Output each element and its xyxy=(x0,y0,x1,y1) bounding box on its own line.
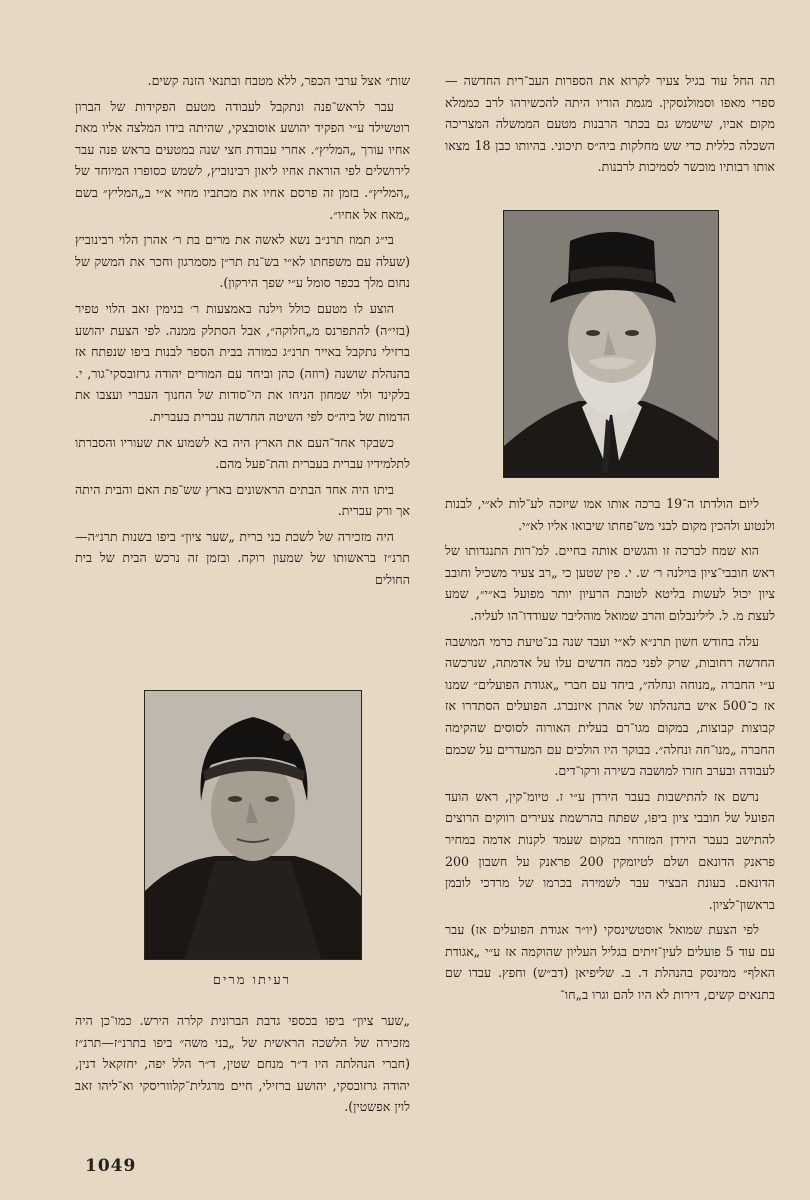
page-number: 1049 xyxy=(85,1156,137,1176)
left-column-top-text xyxy=(75,70,410,591)
paragraph: „שער ציון״ ביפו בכספי גדבת הברונית קלרה הירש. כמו־כן היה מזכירה של הלשכה הראשית של „בני משה״ ביפו בתרנ״ז—תרנ״ז (חברי הנהלתה היו ד״ר מנחם שטין, ד״ר הלל יפה, יחזקאל דנין, יהודה גרזובסקי, יהושע ברזילי, חיים מרגלית־קלווריסקי וא־ליהו זאב לוין אפשטין). xyxy=(75,1013,410,1115)
paragraph: ביתו היה אחד הבתים הראשונים בארץ שש־פת האם והבית היתה אך ורק עברית. xyxy=(75,481,410,519)
paragraph: ליום הולדתו ה־19 ברכה אותו אמו שיזכה לע־לות לא״י, לבנות ולנטוע ולהכין מקום לבני מש־פחתו שיבואו אליו לא״י. xyxy=(445,496,775,533)
paragraph: לפי הצעת שמואל אוסטשינסקי (יו״ר אגודת הפועלים אז) עבר עם עוד 5 פועלים לעין־זיתים בגליל העליון שהוקמה אז ע״י „אגודת האלף״ ממינסק בהנהלת ד. ב. שליפיאן (דב״ש) וחפץ. עבדו שם בתנאים קשים, דירות לא היו להם וגרו ב„חו־ xyxy=(445,922,775,1003)
photo-caption: רעיתו מרים xyxy=(212,973,292,988)
paragraph: עבר לראש־פנה ונתקבל לעבודה מטעם הפקידות של הברון רוטשילד ע״י הפקיד יהושע אוסובצקי, שהיתה בידו המלצה אליו מאת אחיו עורך „המליץ״. אחרי עבודת חצי שנה במטעים בראש פנה עבר לירושלים לפי הוראת אחיו ליאון רבינוביץ, לשמש כסופרו המיוחד של „המליץ״. בזמן זה פרסם אחיו את מכתביו מחיי א״י ב„המליץ״ בשם „מאח אל אחיו״. xyxy=(75,98,410,222)
paragraph: עלה בחודש חשון תרנ״א לא״י ועבד שנה בנ־טיעת כרמי המושבה החדשה רחובות, שרק לפני כמה חדשים עלו על אדמתה, שנרכשה ע״י החברה „מנוחה ונחלה״, ביחד עם חברי „אגודת הפועלים״ שמנו אז כ־500 איש בהנהלתו של אהרן איזנברג. הפועלים הסתדרו אז קבוצות קבוצות, במקום מגו־רם בעלית האורוה לסוסים שהקימה החברה „מנו־חה ונחלה״. בבוקר היו הולכים עם המעדרים על שכמם לעבודה ובערב חזרו למושבה בשירה ורקו־דים. xyxy=(445,633,775,779)
right-column-bottom-text xyxy=(445,493,775,1006)
portrait-woman-photo xyxy=(144,690,362,960)
paragraph: תה החל עוד בגיל צעיר לקרוא את הספרות העב־רית החדשה — ספרי מאפו וסמולנסקין. מגמת הוריו היתה להכשירהו לרב כממלא מקום אביו, שישמש גם בכתר הרבנות מטעם הממשלה המצריכה השכלה כללית כדי שש מחלקות ביה״ס תיכוני. בהיותו כבן 18 מצאו אותו רבותיו מוכשר לסמיכות לרבנות. xyxy=(445,73,775,175)
portrait-man-image xyxy=(504,211,718,477)
paragraph: הוצע לו מטעם כולל וילנה באמצעות ר׳ בנימין זאב הלוי טפיר (בזי״ה) להתפרנס מ„חלוקה״, אבל הסתלק ממנה. לפי הצעת יהושע ברזילי נתקבל באייר תרנ״ג כמורה בבית הספר לבנות ביפו שנפתח אז בהנהלת שושנה (רוזה) כהן וביחד עם המורים יהודה גרזובסקי־גור, י. בלקינד ולוי שמחון הניחו את הי־סודות של החנוך העברי ועצבו את הדמות של ביה״ס לפי השיטה החדשה עברית בעברית. xyxy=(75,300,410,424)
paragraph: בי״ג תמוז תרנ״ב נשא לאשה את מרים בת ר׳ אהרן הלוי רבינוביץ (שעלה עם משפחתו לא״י בש־נת תר״ן מסמרגון וחכר את המשק של נחום מלך בכפר סומל ע״י שפך הירקון). xyxy=(75,232,410,291)
paragraph: כשבקר אחד־העם את הארץ היה בא לשמוע את שעוריו והסברתו לתלמידיו עברית בעברית והת־פעל מהם. xyxy=(75,434,410,472)
portrait-woman-image xyxy=(145,691,361,959)
paragraph: שות״ אצל ערבי הכפר, ללא מטבח ובתנאי הזנה קשים. xyxy=(147,73,410,88)
right-column-top-text xyxy=(445,70,775,178)
paragraph: היה מזכירה של לשכת בני ברית „שער ציון״ ביפו בשנות תרנ״ה—תרנ״ז בראשותו של שמעון רוקח. ובזמן זה נרכש הבית של בית החולים xyxy=(75,528,410,588)
paragraph: נרשם אז להתישבות בעבר הירדן ע״י ז. טיומ־קין, ראש הועד הפועל של חובבי ציון ביפו, שפתח בהרשמת צעירים רווקים הרוצים להתישב בעבר הירדן המזרחי במקום שעמד לקנות אדמה במחיר פראנק הדונאם ושלם לטיומקין 200 פראנק על חשבון 200 הדונאם. בעונת הבציר עבר לשמירה בכרמו של מרדכי לובמן בראשון־לציון. xyxy=(445,788,775,912)
left-column-bottom-text xyxy=(75,1010,410,1118)
paragraph: הוא שמח לברכה זו והגשים אותה בחיים. למ־רות התנגדותו של ראש חובבי־ציון בוילנה ר׳ ש. י. פין שטען כי „רב צעיר משכיל וחובב ציון יכול לעשות בליטא לטובת הרעיון יותר מפועל בא״י״, שמע לעצת מ. ל. לילינבלום והרב שמואל מוהליבר שעודדו־הו לעליה. xyxy=(445,543,775,623)
portrait-man-photo xyxy=(503,210,719,478)
